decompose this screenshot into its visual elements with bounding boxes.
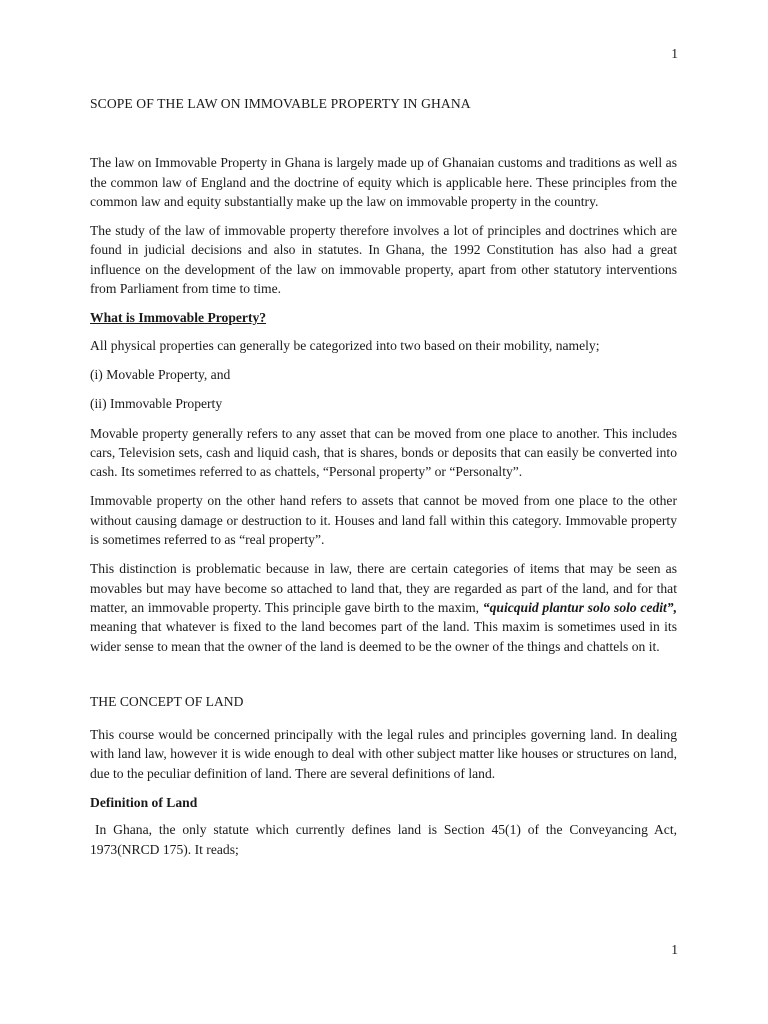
document-title: SCOPE OF THE LAW ON IMMOVABLE PROPERTY IN GHANA: [90, 96, 471, 111]
paragraph-categories: All physical properties can generally be categorized into two based on their mobility, namely;: [90, 337, 600, 353]
latin-maxim: “quicquid plantur solo solo cedit”,: [482, 599, 678, 615]
list-item-movable: (i) Movable Property, and: [90, 366, 231, 382]
heading-concept-of-land: THE CONCEPT OF LAND: [90, 693, 244, 709]
list-item-immovable: (ii) Immovable Property: [90, 396, 223, 412]
page-number-top: 1: [671, 46, 678, 61]
distinction-text-after: meaning that whatever is fixed to the land becomes part of the land. This maxim is sometimes used in its wider sense to mean that the owner of the land is deemed to be the owner of the things and chattels on it.: [90, 619, 677, 654]
paragraph-definition: In Ghana, the only statute which currently defines land is Section 45(1) of the Conveyancing Act, 1973(NRCD 175). It reads;: [90, 822, 677, 857]
distinction-text-before: This distinction is problematic because in law, there are certain categories of items that may be seen as movables but may have become so attached to land that, they are regarded as part of the land, and for that matter, an immovable property. This principle gave birth to the maxim,: [90, 561, 677, 615]
paragraph-immovable-property: Immovable property on the other hand refers to assets that cannot be moved from one place to the other without causing damage or destruction to it. Houses and land fall within this category. Immovable property is sometimes referred to as “real property”.: [90, 493, 677, 548]
page-number-bottom: 1: [671, 942, 678, 957]
heading-what-is-immovable-property: What is Immovable Property?: [90, 310, 267, 326]
paragraph-movable-property: Movable property generally refers to any asset that can be moved from one place to another. This includes cars, Television sets, cash and liquid cash, that is shares, bonds or deposits that can easily be converted into cash. Its sometimes referred to as chattels, “Personal property” or “Personalty”.: [90, 425, 677, 480]
paragraph-distinction: [90, 559, 677, 655]
paragraph-study: The study of the law of immovable property therefore involves a lot of principles and doctrines which are found in judicial decisions and also in statutes. In Ghana, the 1992 Constitution has also had a great influence on the development of the law on immovable property, apart from other statutory interventions from Parliament from time to time.: [90, 223, 677, 297]
document-body: [90, 94, 677, 869]
paragraph-intro: The law on Immovable Property in Ghana is largely made up of Ghanaian customs and traditions as well as the common law of England and the doctrine of equity which is applicable here. These principles from the common law and equity substantially make up the law on immovable property in the country.: [90, 155, 677, 209]
heading-definition-of-land: Definition of Land: [90, 795, 198, 811]
paragraph-concept: This course would be concerned principally with the legal rules and principles governing land. In dealing with land law, however it is wide enough to deal with other subject matter like houses or structures on land, due to the peculiar definition of land. There are several definitions of land.: [90, 727, 677, 781]
